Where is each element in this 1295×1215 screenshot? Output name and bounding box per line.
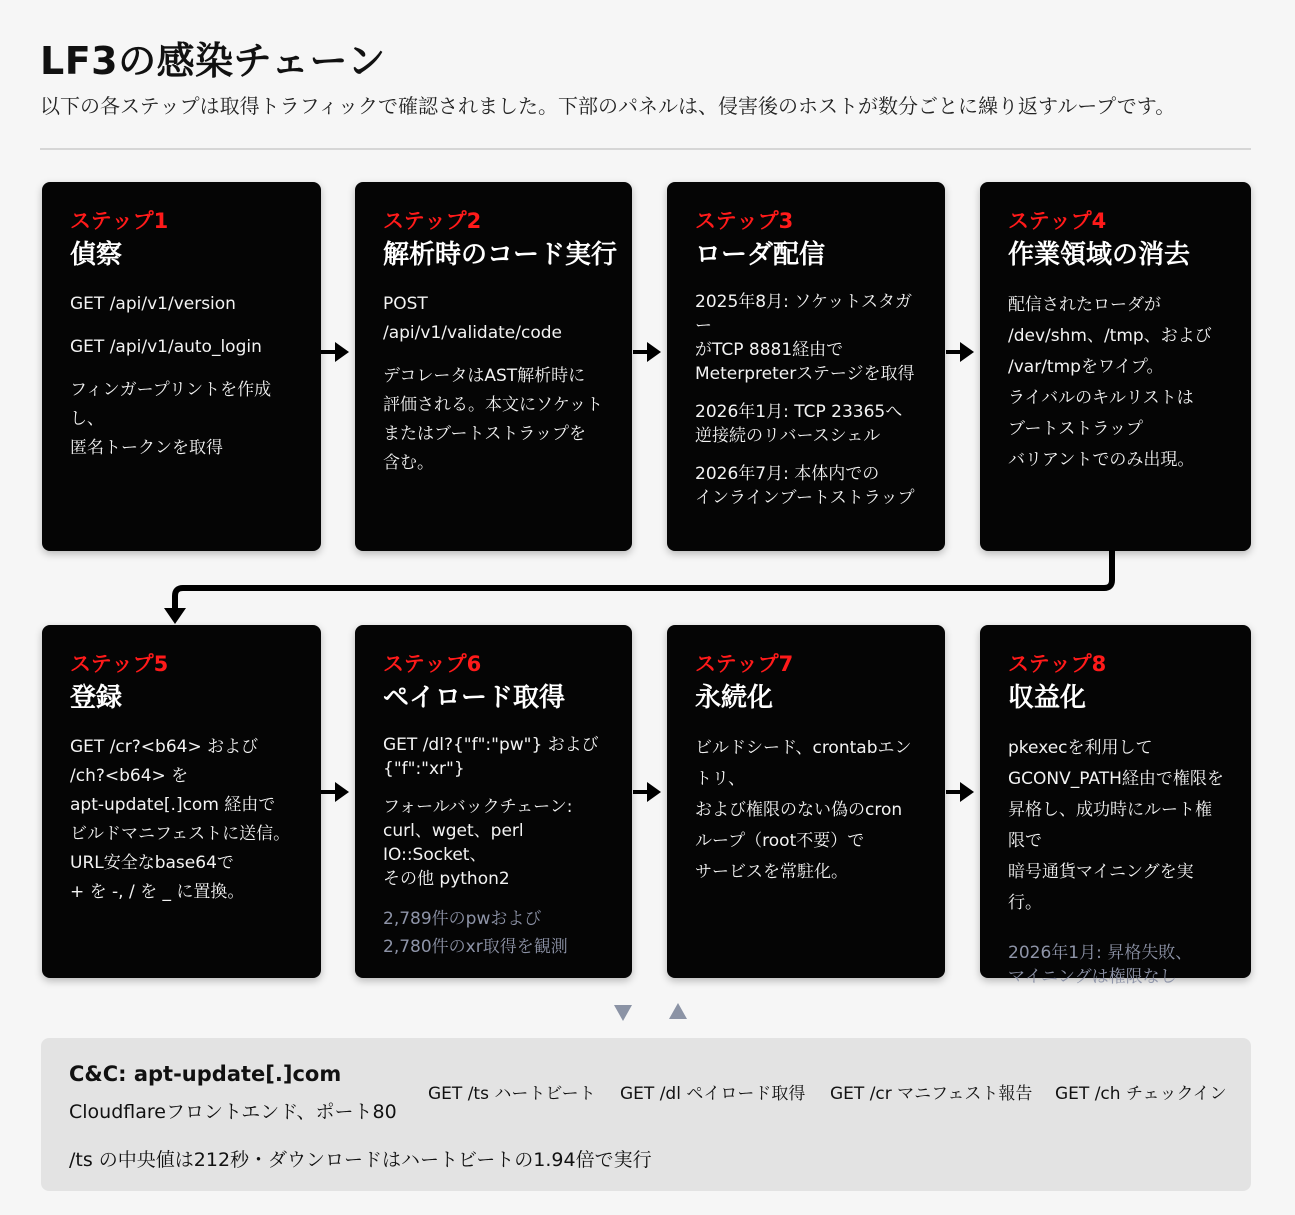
- endpoint-ts: GET /ts ハートビート: [428, 1084, 596, 1104]
- arrow-right-icon: [946, 781, 976, 803]
- page-title: LF3の感染チェーン: [40, 39, 386, 83]
- arrow-right-icon: [321, 781, 351, 803]
- arrow-right-icon: [633, 781, 663, 803]
- step-text: GET /cr?<b64> および /ch?<b64> を apt-update[.]com 経由で ビルドマニフェストに送信。 URL安全なbase64で + を -, / を _ に置換。: [70, 737, 291, 902]
- step-text: POST /api/v1/validate/code: [383, 294, 562, 343]
- arrow-right-icon: [633, 341, 663, 363]
- step-title: 収益化: [1008, 683, 1087, 713]
- step-label: ステップ7: [695, 652, 794, 676]
- step-title: 登録: [70, 683, 123, 713]
- triangle-up-icon: [668, 1002, 688, 1020]
- divider: [40, 148, 1251, 150]
- triangle-down-icon: [613, 1004, 633, 1022]
- cnc-subtitle: Cloudflareフロントエンド、ポート80: [69, 1101, 397, 1123]
- step-text: 配信されたローダが /dev/shm、/tmp、および /var/tmpをワイプ。 ライバルのキルリストは ブートストラップ バリアントでのみ出現。: [1008, 295, 1212, 470]
- step-title: 解析時のコード実行: [383, 240, 618, 270]
- step-title: ペイロード取得: [383, 683, 566, 713]
- step-title: 偵察: [70, 240, 123, 270]
- step-text: ビルドシード、crontabエントリ、 および権限のない偽のcron ループ（root不要）で サービスを常駐化。: [695, 738, 912, 882]
- step-label: ステップ1: [70, 209, 169, 233]
- step-text: 2025年8月: ソケットスタガー がTCP 8881経由で Meterpreterステージを取得: [695, 292, 915, 384]
- cnc-title: C&C: apt-update[.]com: [69, 1062, 342, 1086]
- step-title: ローダ配信: [695, 240, 826, 270]
- step-card-3: [667, 182, 945, 551]
- arrow-right-icon: [321, 341, 351, 363]
- step-card-8: [980, 625, 1251, 987]
- step-label: ステップ3: [695, 209, 794, 233]
- step-text: GET /dl?{"f":"pw"} および {"f":"xr"}: [383, 735, 599, 779]
- step-card-1: [42, 182, 321, 551]
- row-connector-arrow: [160, 550, 1130, 630]
- step-label: ステップ5: [70, 652, 169, 676]
- endpoint-dl: GET /dl ペイロード取得: [620, 1084, 806, 1104]
- cnc-panel: [41, 1038, 1251, 1191]
- step-note: 2,789件のpwおよび 2,780件のxr取得を観測: [383, 909, 568, 957]
- step-label: ステップ6: [383, 652, 482, 676]
- step-text: GET /api/v1/auto_login: [70, 337, 262, 357]
- cnc-footer: /ts の中央値は212秒・ダウンロードはハートビートの1.94倍で実行: [69, 1149, 652, 1171]
- endpoint-ch: GET /ch チェックイン: [1055, 1084, 1227, 1104]
- arrow-right-icon: [946, 341, 976, 363]
- step-label: ステップ8: [1008, 652, 1107, 676]
- step-title: 永続化: [695, 683, 774, 713]
- step-text: pkexecを利用して GCONV_PATH経由で権限を 昇格し、成功時にルート権限で 暗号通貨マイニングを実行。: [1008, 738, 1224, 913]
- step-card-6: [355, 625, 632, 978]
- step-title: 作業領域の消去: [1008, 240, 1191, 270]
- step-text: フォールバックチェーン: curl、wget、perl IO::Socket、 その他 python2: [383, 797, 573, 889]
- page-subtitle: 以下の各ステップは取得トラフィックで確認されました。下部のパネルは、侵害後のホストが数分ごとに繰り返すループです。: [40, 94, 1176, 118]
- step-note: 2026年1月: 昇格失敗、 マイニングは権限なし: [1008, 943, 1193, 987]
- step-text: フィンガープリントを作成し、 匿名トークンを取得: [70, 380, 272, 458]
- step-label: ステップ2: [383, 209, 482, 233]
- step-card-5: [42, 625, 321, 978]
- endpoint-cr: GET /cr マニフェスト報告: [830, 1084, 1033, 1104]
- step-card-7: [667, 625, 945, 978]
- step-text: 2026年7月: 本体内での インラインブートストラップ: [695, 464, 915, 508]
- step-text: デコレータはAST解析時に 評価される。本文にソケット またはブートストラップを 含む。: [383, 366, 603, 473]
- step-label: ステップ4: [1008, 209, 1107, 233]
- step-card-2: [355, 182, 632, 551]
- step-text: GET /api/v1/version: [70, 294, 236, 314]
- step-text: 2026年1月: TCP 23365へ 逆接続のリバースシェル: [695, 402, 903, 446]
- step-card-4: [980, 182, 1251, 551]
